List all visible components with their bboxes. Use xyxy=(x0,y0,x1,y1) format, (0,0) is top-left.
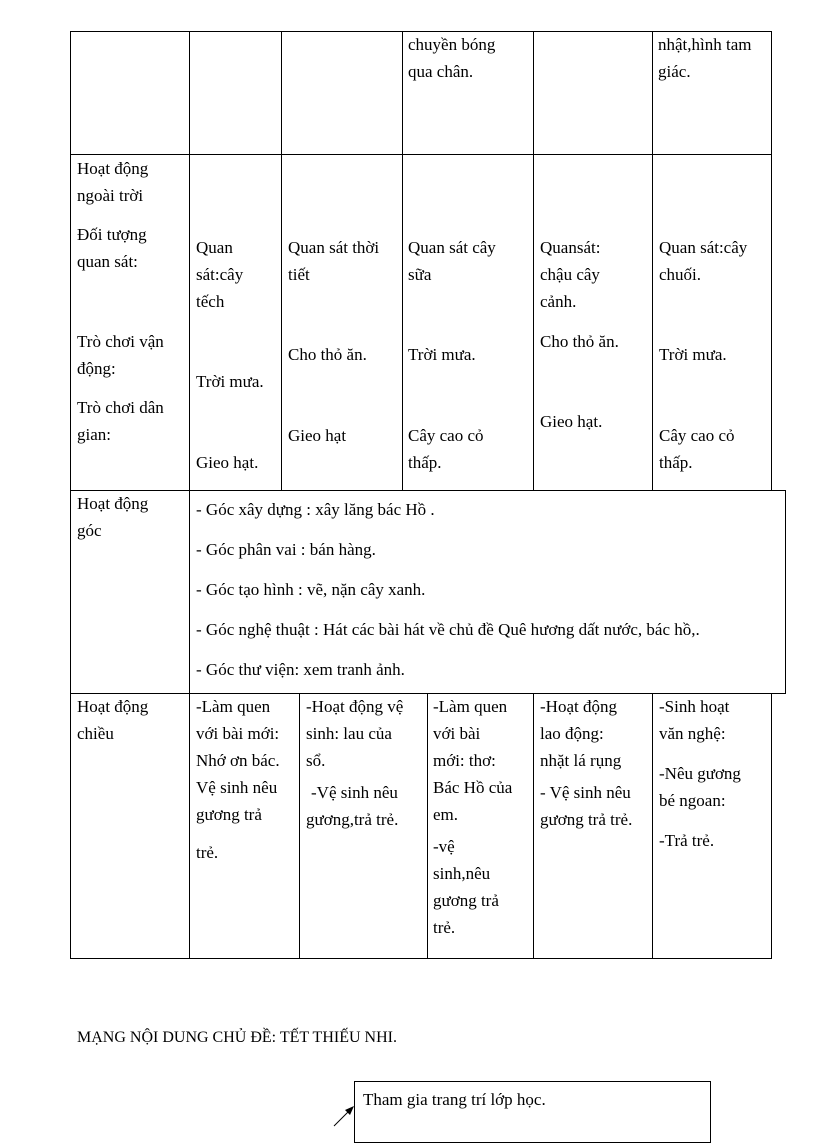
cell-text: -Làm quen với bài mới: thơ: Bác Hồ của em. -vệ sinh,nêu gương trả trẻ. xyxy=(433,697,513,937)
column-divider xyxy=(299,693,300,959)
sub-label-observe: Đối tượng quan sát: xyxy=(77,225,147,271)
cell-text: Quan sát cây sữa xyxy=(408,238,496,284)
cell-text: -Hoạt động vệ sinh: lau của sổ. -Vệ sinh nêu gương,trả trẻ. xyxy=(306,697,404,829)
cell-text: Trời mưa. xyxy=(196,372,264,391)
table-border-bottom xyxy=(70,958,772,959)
column-divider xyxy=(189,31,190,959)
cell-text: -Sinh hoạt văn nghệ: -Nêu gương bé ngoan: -Trả trẻ. xyxy=(659,697,741,850)
cell-text: Cây cao cỏ thấp. xyxy=(659,426,735,472)
cell-text: Cây cao cỏ thấp. xyxy=(408,426,484,472)
column-divider xyxy=(281,31,282,491)
column-divider xyxy=(652,693,653,959)
cell-text: Gieo hạt xyxy=(288,426,347,445)
list-item: - Góc xây dựng : xây lăng bác Hồ . xyxy=(196,500,435,519)
cell-text: Cho thỏ ăn. xyxy=(540,332,619,351)
column-divider xyxy=(652,31,653,491)
cell-text: Quansát: chậu cây cảnh. xyxy=(540,238,601,311)
table-border-right xyxy=(771,693,772,959)
table-border-right xyxy=(771,31,772,491)
list-item: - Góc tạo hình : vẽ, nặn cây xanh. xyxy=(196,580,426,599)
list-item: - Góc phân vai : bán hàng. xyxy=(196,540,376,559)
list-item: - Góc thư viện: xem tranh ảnh. xyxy=(196,660,405,679)
mindmap-box xyxy=(354,1081,711,1143)
cell-text: chuyền bóng qua chân. xyxy=(408,35,496,81)
column-divider xyxy=(533,693,534,959)
row-label-afternoon: Hoạt động chiều xyxy=(77,697,149,743)
column-divider xyxy=(533,31,534,491)
sub-label-folk-game: Trò chơi dân gian: xyxy=(77,398,164,444)
cell-text: Gieo hạt. xyxy=(540,412,603,431)
cell-text: Trời mưa. xyxy=(408,345,476,364)
cell-text: -Hoạt động lao động: nhặt lá rụng - Vệ sinh nêu gương trả trẻ. xyxy=(540,697,633,829)
cell-text: Trời mưa. xyxy=(659,345,727,364)
cell-text: Quan sát thời tiết xyxy=(288,238,380,284)
row-label-corner: Hoạt động góc xyxy=(77,494,149,540)
mindmap-box-text: Tham gia trang trí lớp học. xyxy=(363,1090,546,1109)
cell-text: nhật,hình tam giác. xyxy=(658,35,752,81)
table-border-right xyxy=(785,490,786,694)
table-border-left xyxy=(70,31,71,959)
column-divider xyxy=(427,693,428,959)
arrow-icon xyxy=(330,1100,360,1130)
cell-text: Gieo hạt. xyxy=(196,453,259,472)
corner-list xyxy=(196,490,700,690)
row-divider xyxy=(70,154,772,155)
cell-text: Quan sát:cây tếch xyxy=(196,238,244,311)
cell-text: Cho thỏ ăn. xyxy=(288,345,367,364)
cell-text: Quan sát:cây chuối. xyxy=(659,238,748,284)
sub-label-game: Trò chơi vận động: xyxy=(77,332,164,378)
column-divider xyxy=(402,31,403,491)
cell-text: -Làm quen với bài mới: Nhớ ơn bác. Vệ sinh nêu gương trả trẻ. xyxy=(196,697,280,862)
list-item: - Góc nghệ thuật : Hát các bài hát về chủ đề Quê hương dất nước, bác hồ,. xyxy=(196,620,700,639)
row-label-outdoor: Hoạt động ngoài trời xyxy=(77,159,149,205)
section-title: MẠNG NỘI DUNG CHỦ ĐỀ: TẾT THIẾU NHI. xyxy=(77,1029,397,1046)
